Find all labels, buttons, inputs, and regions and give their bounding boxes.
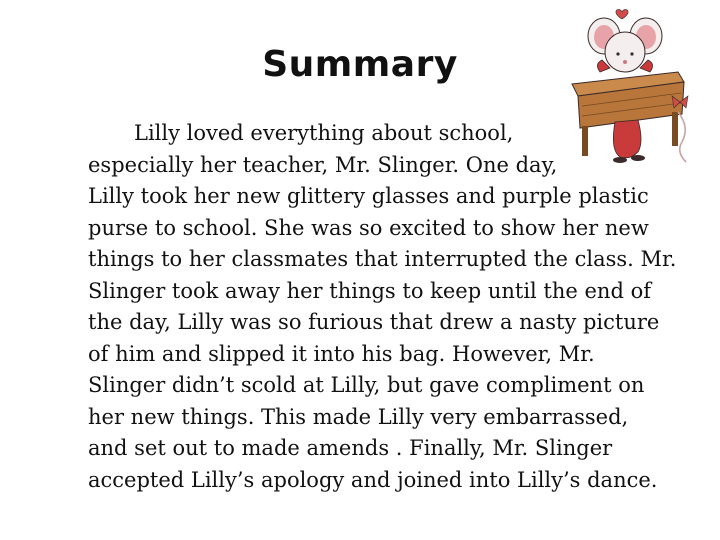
- summary-line: and set out to made amends . Finally, Mr. Slinger: [88, 436, 613, 460]
- summary-line: Lilly took her new glittery glasses and purple plastic: [88, 184, 649, 208]
- summary-line: her new things. This made Lilly very embarrassed,: [88, 404, 629, 429]
- summary-line: Slinger didn’t scold at Lilly, but gave compliment on: [88, 373, 645, 397]
- summary-line: especially her teacher, Mr. Slinger. One day,: [88, 152, 558, 177]
- summary-paragraph: [88, 118, 677, 496]
- summary-line: Lilly loved everything about school,: [134, 121, 514, 145]
- slide-title: Summary: [262, 44, 458, 85]
- summary-line: accepted Lilly’s apology and joined into Lilly’s dance.: [88, 467, 658, 492]
- summary-line: purse to school. She was so excited to show her new: [88, 215, 649, 240]
- summary-line: of him and slipped it into his bag. However, Mr.: [88, 341, 595, 366]
- summary-line: Slinger took away her things to keep until the end of: [88, 278, 651, 303]
- summary-line: the day, Lilly was so furious that drew a nasty picture: [88, 310, 660, 334]
- summary-line: things to her classmates that interrupted the class. Mr.: [88, 247, 677, 271]
